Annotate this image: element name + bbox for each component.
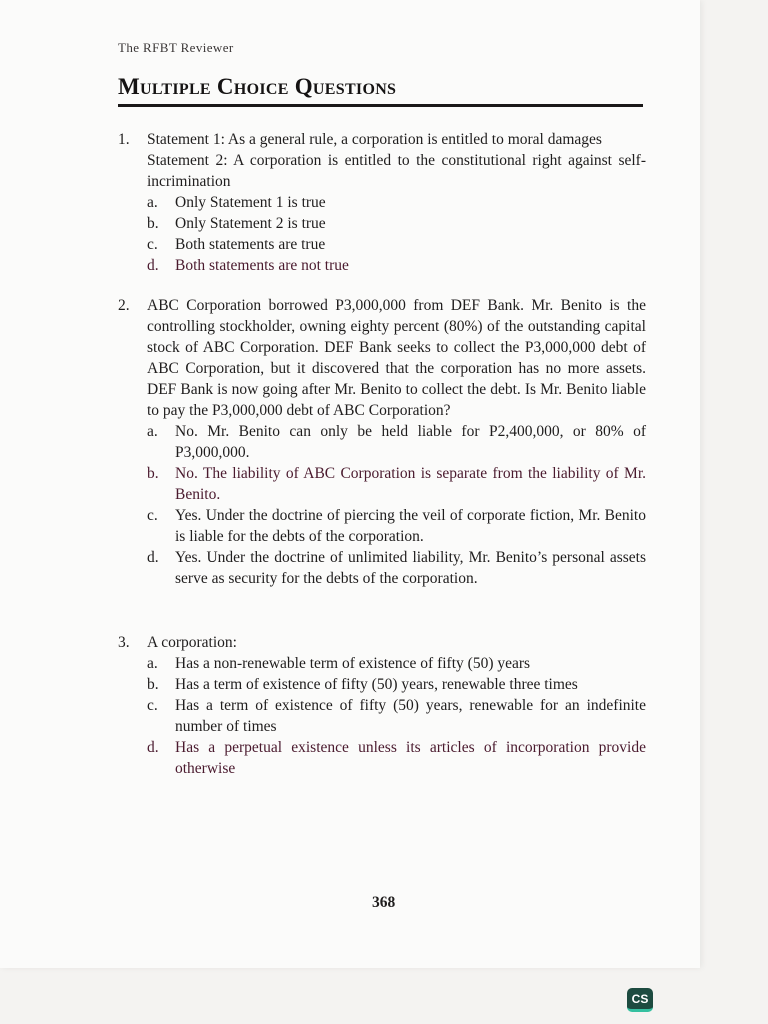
option-b <box>147 213 646 234</box>
option-letter: c. <box>147 236 158 253</box>
question-stem <box>147 632 646 653</box>
question-3 <box>118 632 646 779</box>
question-stem <box>147 295 646 421</box>
question-text: ABC Corporation borrowed P3,000,000 from DEF Bank. Mr. Benito is the controlling stockholder, owning eighty percent (80%) of the outstanding capital stock of ABC Corporation. DEF Bank seeks to collect the P3,000,000 debt of ABC Corporation, but it discovered that the corporation has no more assets. DEF Bank is now going after Mr. Benito to collect the debt. Is Mr. Benito liable to pay the P3,000,000 debt of ABC Corporation? <box>147 297 646 419</box>
option-c <box>147 234 646 255</box>
option-d <box>147 255 646 276</box>
option-d <box>147 547 646 589</box>
option-letter: b. <box>147 676 159 693</box>
option-text: Yes. Under the doctrine of piercing the veil of corporate fiction, Mr. Benito is liable for the debts of the corporation. <box>175 507 646 545</box>
option-a <box>147 421 646 463</box>
option-letter: d. <box>147 549 159 566</box>
option-d <box>147 737 646 779</box>
option-letter: c. <box>147 697 158 714</box>
question-2 <box>118 295 646 589</box>
option-text: Only Statement 1 is true <box>175 194 326 211</box>
option-text: No. Mr. Benito can only be held liable for P2,400,000, or 80% of P3,000,000. <box>175 423 646 461</box>
option-text: Has a perpetual existence unless its articles of incorporation provide otherwise <box>175 739 646 777</box>
question-stem <box>147 129 646 192</box>
option-text: No. The liability of ABC Corporation is separate from the liability of Mr. Benito. <box>175 465 646 503</box>
statement-1: Statement 1: As a general rule, a corporation is entitled to moral damages <box>147 131 602 148</box>
option-letter: c. <box>147 507 158 524</box>
question-number: 2. <box>118 297 130 314</box>
question-number: 3. <box>118 634 130 651</box>
option-letter: d. <box>147 257 159 274</box>
option-letter: b. <box>147 215 159 232</box>
option-b <box>147 674 646 695</box>
running-header: The RFBT Reviewer <box>118 40 234 55</box>
option-letter: a. <box>147 655 158 672</box>
question-1 <box>118 129 646 276</box>
option-text: Both statements are true <box>175 236 326 253</box>
option-text: Only Statement 2 is true <box>175 215 326 232</box>
option-letter: a. <box>147 194 158 211</box>
option-b <box>147 463 646 505</box>
section-title: Multiple Choice Questions <box>118 74 397 99</box>
option-c <box>147 505 646 547</box>
option-letter: a. <box>147 423 158 440</box>
option-c <box>147 695 646 737</box>
option-letter: d. <box>147 739 159 756</box>
page-number: 368 <box>372 894 396 911</box>
question-number: 1. <box>118 131 130 148</box>
option-list <box>147 421 646 589</box>
option-text: Has a non-renewable term of existence of fifty (50) years <box>175 655 531 672</box>
title-rule <box>118 104 643 107</box>
statement-2: Statement 2: A corporation is entitled to the constitutional right against self-incrimination <box>147 152 646 190</box>
option-list <box>147 192 646 276</box>
option-letter: b. <box>147 465 159 482</box>
option-list <box>147 653 646 779</box>
option-a <box>147 192 646 213</box>
camscanner-logo-icon: CS <box>627 988 653 1012</box>
option-text: Has a term of existence of fifty (50) years, renewable for an indefinite number of times <box>175 697 646 735</box>
option-text: Both statements are not true <box>175 257 349 274</box>
question-text: A corporation: <box>147 634 237 651</box>
option-text: Yes. Under the doctrine of unlimited liability, Mr. Benito’s personal assets serve as security for the debts of the corporation. <box>175 549 646 587</box>
option-a <box>147 653 646 674</box>
option-text: Has a term of existence of fifty (50) years, renewable three times <box>175 676 578 693</box>
